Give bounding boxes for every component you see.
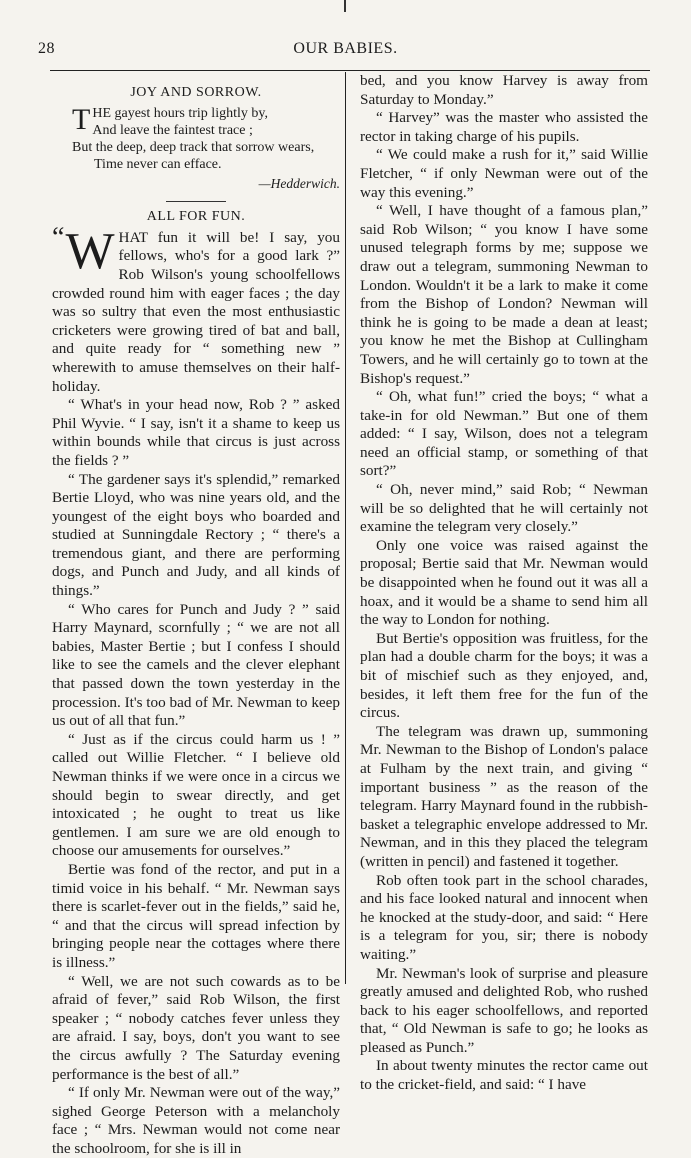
page-header <box>38 40 653 64</box>
opening-quote: “ <box>52 221 65 253</box>
section-rule <box>166 201 226 202</box>
story-paragraph: “ The gardener says it's splendid,” remarked Bertie Lloyd, who was nine years old, and the youngest of the eight boys who boarded and studied at Sunningdale Rectory ; “ there's a tremendous giant, and there are performing dogs, and Punch and Judy, and all kinds of things.” <box>52 470 340 600</box>
column-divider <box>345 72 346 984</box>
story-dropcap: W <box>65 222 115 280</box>
story-paragraph: But Bertie's opposition was fruitless, for the plan had a double charm for the boys; it was a bit of mischief such as they enjoyed, and, besides, it left them free for the fun of the circus. <box>360 629 648 722</box>
poem-line-3: But the deep, deep track that sorrow wears, <box>72 139 315 155</box>
header-rule <box>50 70 650 71</box>
story-paragraph-text: HAT fun it will be! I say, you fellows, who's for a good lark ?” Rob Wilson's young schoolfellows crowded round him with eager faces ; the day was so sultry that even the most enthusiastic cricketers were growing tired of bat and ball, and quite ready for “ something new ” wherewith to amuse themselves on their half-holiday. <box>52 228 340 395</box>
story-paragraph: “ If only Mr. Newman were out of the way,” sighed George Peterson with a melancholy face ; “ Mrs. Newman would not come near the schoolroom, for she is ill in <box>52 1084 340 1157</box>
story-paragraph: In about twenty minutes the rector came out to the cricket-field, and said: “ I have <box>360 1057 648 1094</box>
story-paragraph: The telegram was drawn up, summoning Mr. Newman to the Bishop of London's palace at Fulham by the next train, and giving “ important business ” as the reason of the telegram. Harry Maynard found in the rubbish-basket a telegraphic envelope addressed to Mr. Newman, and in this they placed the telegram (written in pencil) and fastened it together. <box>360 722 648 870</box>
story-paragraph: “ Oh, what fun!” cried the boys; “ what a take-in for old Newman.” But one of them added: “ I say, Wilson, does not a telegram need an official stamp, or something of that sort?” <box>360 388 648 480</box>
story-paragraph: “ Well, I have thought of a famous plan,” said Rob Wilson; “ you know I have some unused telegraph forms by me; suppose we draw out a telegram, summoning Newman to London. Wouldn't it be a lark to make it come from the Bishop of London? Newman will think he is going to be made a dean at least; you know he met the Bishop at Cullingham Towers, and he will certainly go to town at the Bishop's request.” <box>360 202 648 387</box>
poem <box>72 102 340 173</box>
story-paragraph: bed, and you know Harvey is away from Saturday to Monday.” <box>360 72 648 108</box>
poem-attribution: —Hedderwich. <box>258 175 340 191</box>
story-title: ALL FOR FUN. <box>146 209 246 225</box>
story-paragraph: “ Harvey” was the master who assisted the rector in taking charge of his pupils. <box>360 109 648 145</box>
story-paragraph: “ We could make a rush for it,” said Willie Fletcher, “ if only Newman were out of the way this evening.” <box>360 146 648 201</box>
story-paragraph: “ Well, we are not such cowards as to be afraid of fever,” said Rob Wilson, the first speaker ; “ nobody catches fever unless they are afraid. I say, boys, don't you want to see the circus awfully ? The Saturday evening performance is the best of all.” <box>52 972 340 1083</box>
story-paragraph: “ What's in your head now, Rob ? ” asked Phil Wyvie. “ I say, isn't it a shame to keep us within bounds while that circus is just across the fields ? ” <box>52 396 340 469</box>
top-tick-mark <box>344 0 346 12</box>
story-paragraph: “ Who cares for Punch and Judy ? ” said Harry Maynard, scornfully ; “ we are not all babies, Master Bertie ; but I confess I should like to see the camels and the clever elephant that passed down the town yesterday in the procession. It's too bad of Mr. Newman to keep us out of all that fun.” <box>52 600 340 730</box>
story-paragraph: “ Just as if the circus could harm us ! ” called out Willie Fletcher. “ I believe old Newman thinks if we were once in a circus we should begin to swear directly, and get intoxicated ; he ought to treat us like gentlemen. I am sure we are old enough to choose our amusements for ourselves.” <box>52 730 340 860</box>
poem-line-1-text: HE gayest hours trip lightly by, <box>92 105 268 121</box>
story-paragraph: Mr. Newman's look of surprise and pleasure greatly amused and delighted Rob, who rushed back to his eager schoolfellows, and reported that, “ Old Newman is safe to go; he looks as pleased as Punch.” <box>360 964 648 1056</box>
story-paragraph: Only one voice was raised against the proposal; Bertie said that Mr. Newman would be disappointed when he found out it was all a hoax, and it would be a shame to send him all the way to London for nothing. <box>360 536 648 629</box>
poem-line-2: And leave the faintest trace ; <box>92 122 253 138</box>
page-number: 28 <box>38 40 55 57</box>
poem-line-4: Time never can efface. <box>94 156 222 172</box>
left-column <box>52 72 340 1158</box>
poem-title: JOY AND SORROW. <box>130 85 262 100</box>
right-column <box>360 72 648 1095</box>
story-paragraph: Rob often took part in the school charades, and his face looked natural and innocent when he knocked at the study-door, and said: “ Here is a telegram for you, sir; there is nobody waiting.” <box>360 871 648 963</box>
story-paragraph <box>52 221 340 396</box>
story-paragraph: “ Oh, never mind,” said Rob; “ Newman will be so delighted that he will certainly not examine the telegram very closely.” <box>360 481 648 536</box>
story-paragraph: Bertie was fond of the rector, and put in a timid voice in his behalf. “ Mr. Newman says there is scarlet-fever out in the fields,” said he, “ and that the circus will spread infection by bringing people near the cottages where there is illness.” <box>52 860 340 971</box>
running-title: OUR BABIES. <box>293 40 398 57</box>
poem-dropcap: T <box>72 102 91 136</box>
